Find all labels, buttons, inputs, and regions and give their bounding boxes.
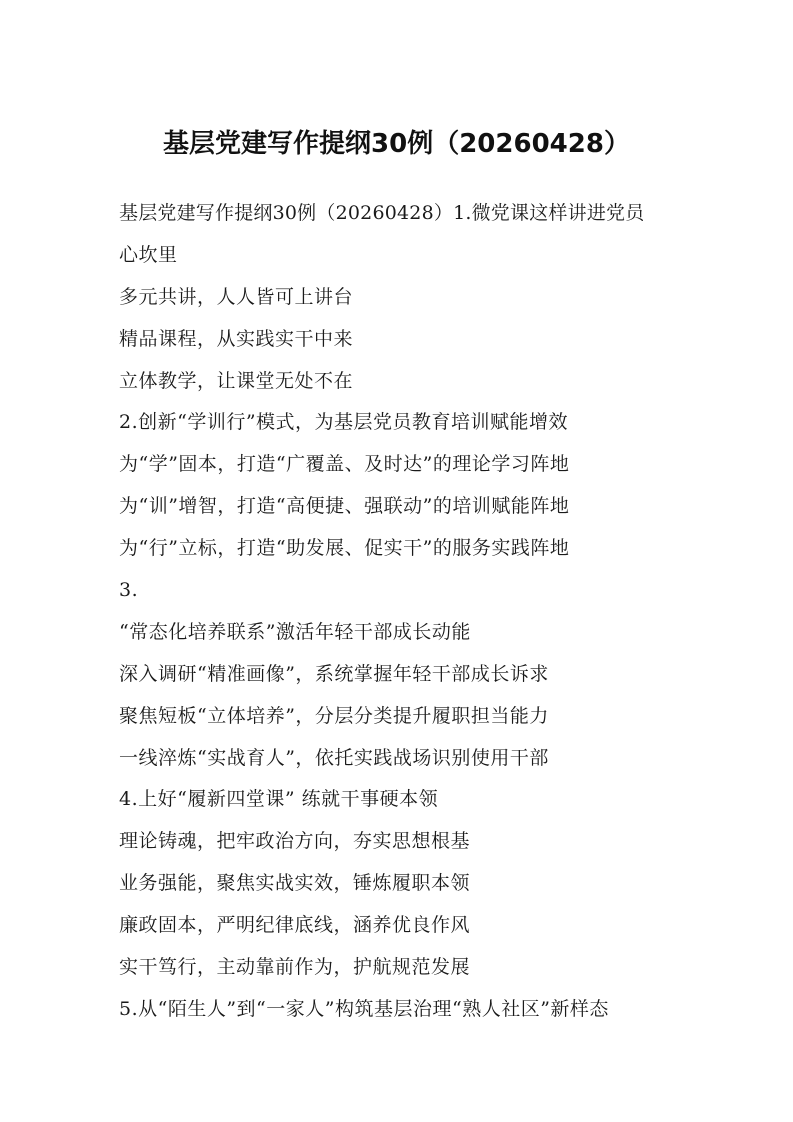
paragraph-line: 聚焦短板“立体培养”，分层分类提升履职担当能力	[119, 704, 549, 727]
paragraph-line: 一线淬炼“实战育人”，依托实践战场识别使用干部	[119, 746, 549, 769]
paragraph-line: 基层党建写作提纲30例（20260428）1.微党课这样讲进党员	[119, 202, 645, 224]
paragraph-line: 实干笃行，主动靠前作为，护航规范发展	[119, 956, 471, 979]
paragraph-line: 理论铸魂，把牢政治方向，夯实思想根基	[119, 830, 471, 853]
paragraph-line: 为“学”固本，打造“广覆盖、及时达”的理论学习阵地	[119, 453, 570, 476]
section-heading: 5.从“陌生人”到“一家人”构筑基层治理“熟人社区”新样态	[119, 997, 609, 1020]
document-title: 基层党建写作提纲30例（20260428）	[163, 129, 630, 159]
document-body	[119, 193, 679, 1031]
paragraph-line: 立体教学，让课堂无处不在	[119, 369, 354, 392]
section-heading: 4.上好“履新四堂课” 练就干事硬本领	[119, 788, 439, 811]
paragraph-line: 多元共讲，人人皆可上讲台	[119, 285, 354, 308]
section-number: 3.	[119, 579, 139, 602]
section-heading: “常态化培养联系”激活年轻干部成长动能	[119, 620, 471, 643]
paragraph-line: 精品课程，从实践实干中来	[119, 327, 354, 350]
paragraph-line: 业务强能，聚焦实战实效，锤炼履职本领	[119, 872, 471, 895]
paragraph-line: 为“训”增智，打造“高便捷、强联动”的培训赋能阵地	[119, 495, 570, 518]
paragraph-line: 为“行”立标，打造“助发展、促实干”的服务实践阵地	[119, 537, 570, 560]
section-heading: 2.创新“学训行”模式，为基层党员教育培训赋能增效	[119, 411, 569, 434]
paragraph-line: 心坎里	[119, 243, 178, 266]
paragraph-line: 廉政固本，严明纪律底线，涵养优良作风	[119, 914, 471, 937]
paragraph-line: 深入调研“精准画像”，系统掌握年轻干部成长诉求	[119, 662, 549, 685]
